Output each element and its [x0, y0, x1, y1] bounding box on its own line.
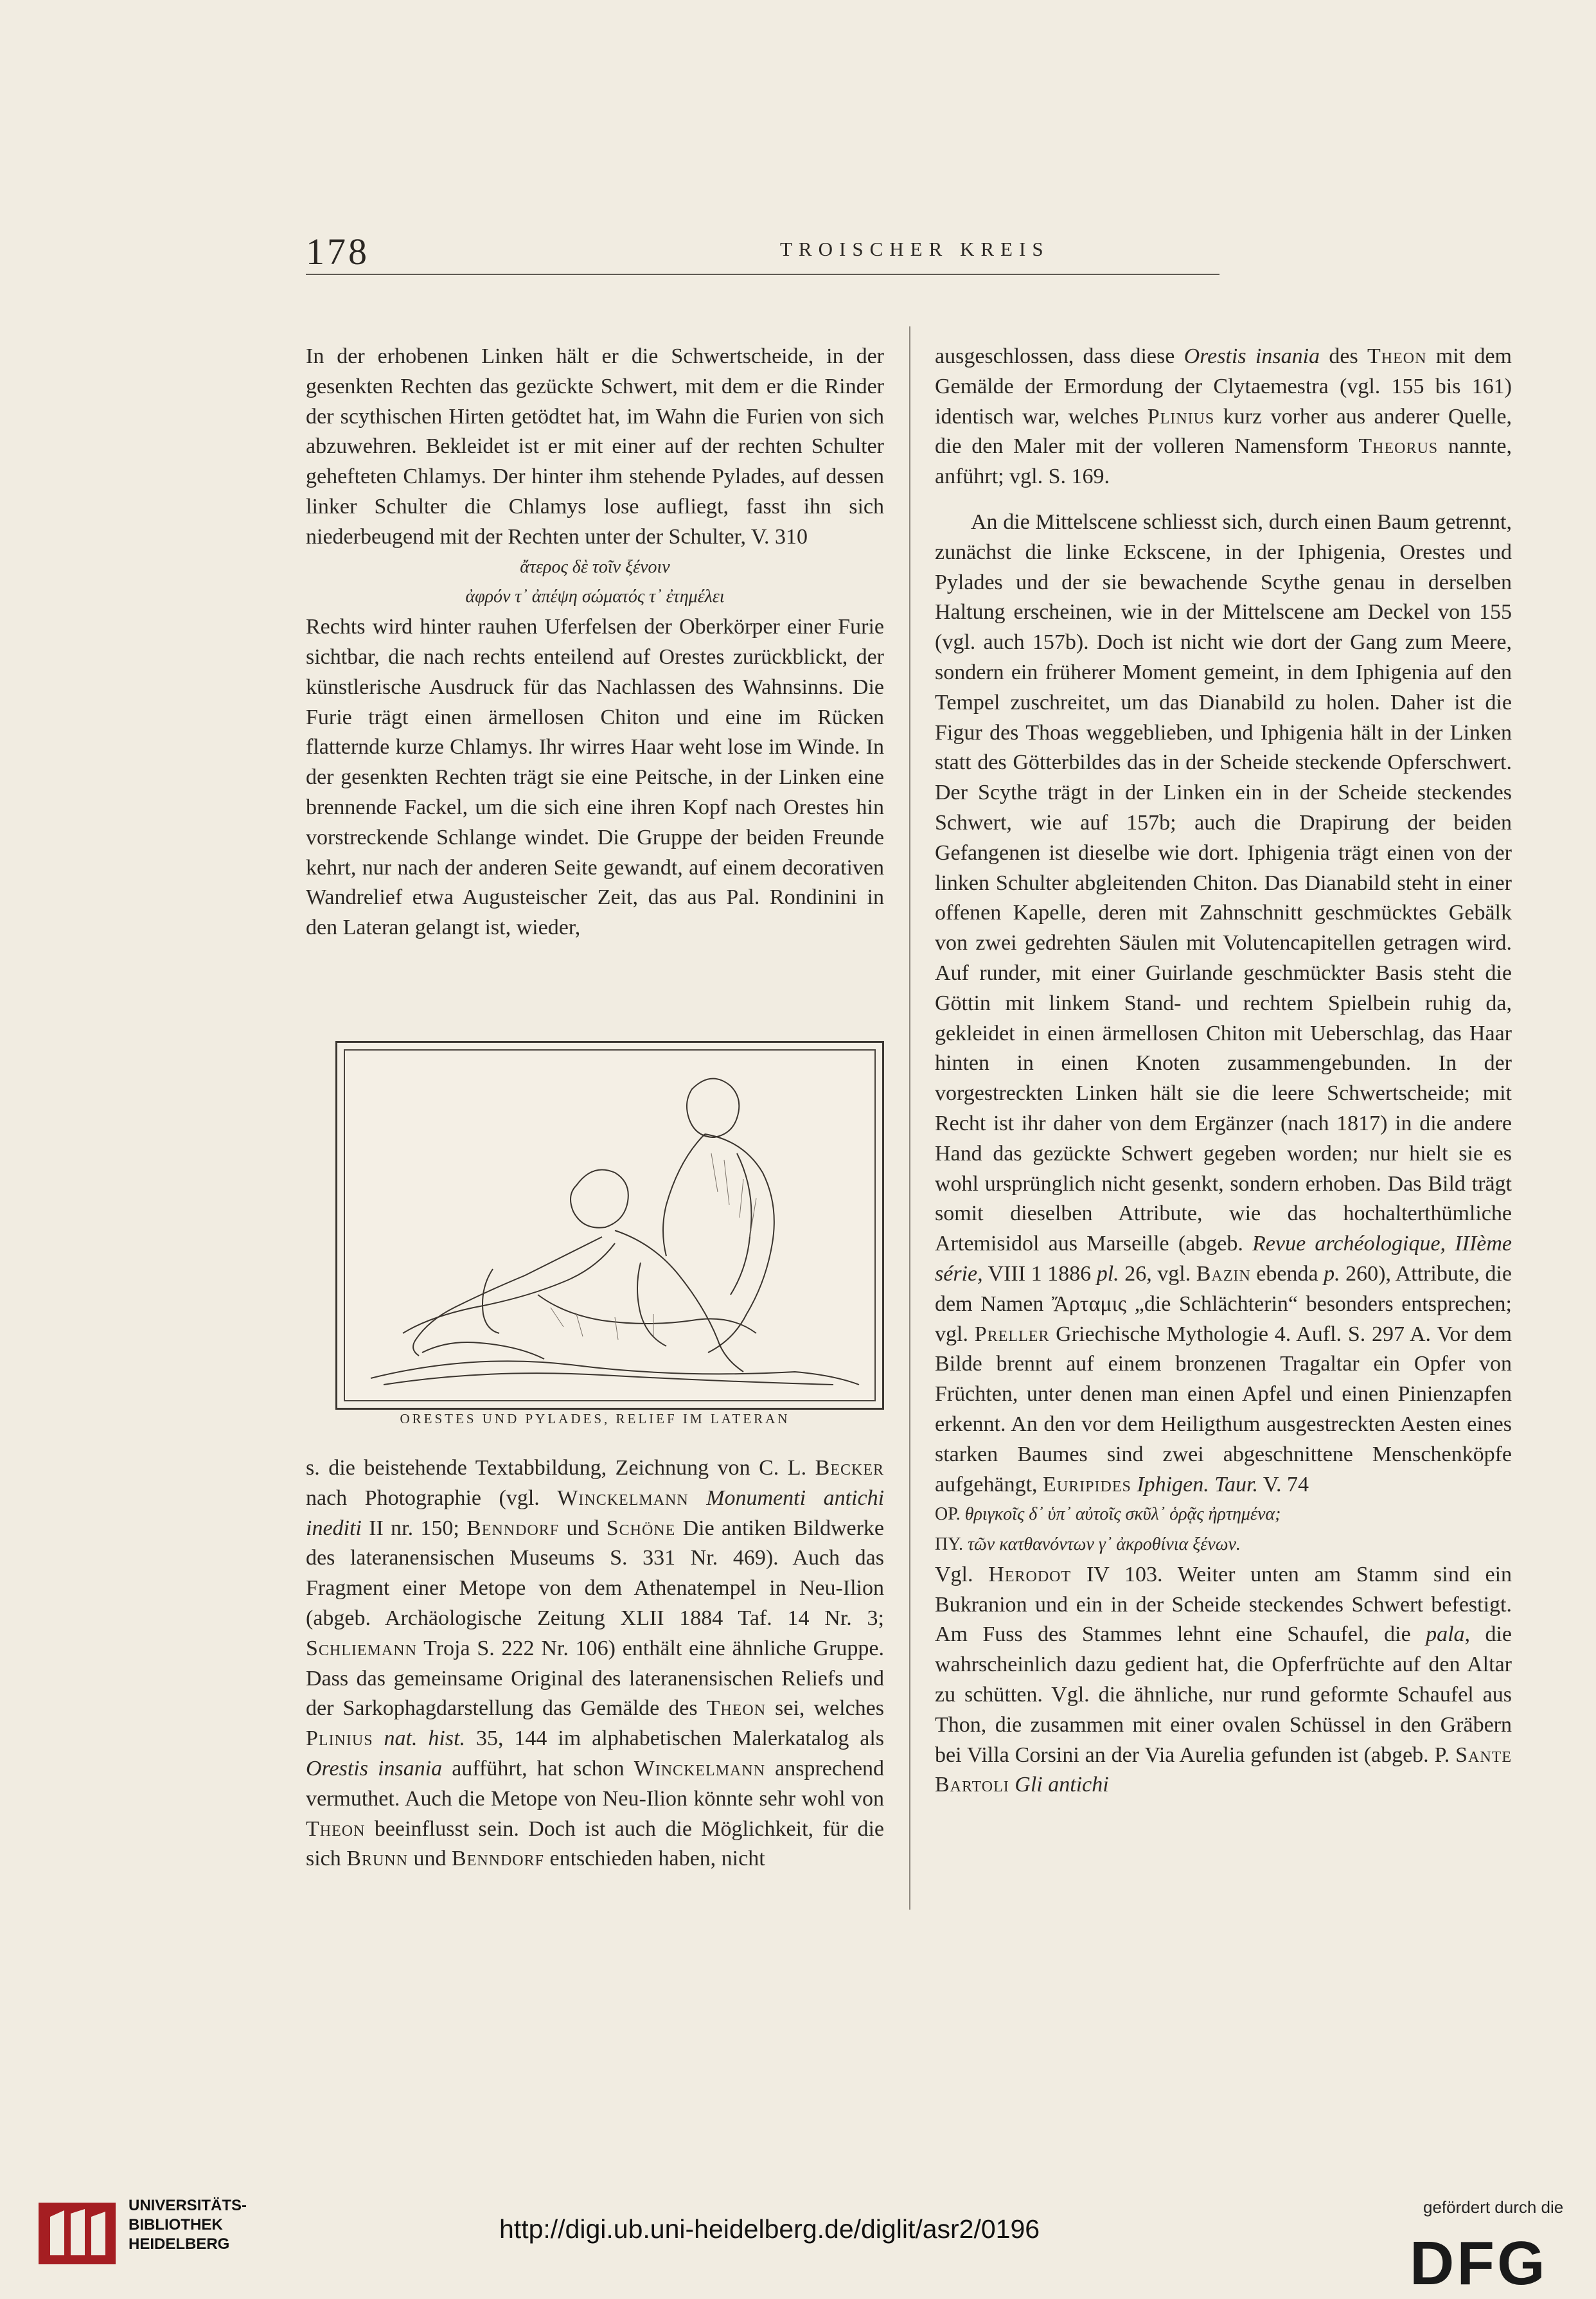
author-name: Herodot — [988, 1562, 1072, 1586]
greek-verse: θριγκοῖς δ᾽ ὑπ᾽ αὐτοῖς σκῦλ᾽ ὁρᾷς ἠρτημένα; — [964, 1504, 1281, 1525]
paragraph — [935, 342, 1512, 492]
author-name: Theorus — [1358, 434, 1439, 459]
text: IV 103. Weiter unten am Stamm sind ein Bukranion und ein in der Scheide steckendes Schwert befestigt. Am Fuss des Stammes lehnt eine Schaufel, die — [935, 1562, 1512, 1647]
text: nach Photographie (vgl. — [306, 1486, 540, 1510]
text: p. — [1324, 1261, 1340, 1286]
author-name: Theon — [706, 1696, 767, 1721]
page-number: 178 — [306, 231, 369, 272]
work-title: Orestis insania — [306, 1756, 443, 1780]
text: 260), Attribute, die dem Namen Ἄρταμις „die Schlächterin“ besonders entsprechen; vgl. — [935, 1261, 1512, 1346]
text: entschieden haben, nicht — [549, 1847, 765, 1871]
figure-frame — [344, 1049, 876, 1401]
text: sei, welches — [775, 1696, 885, 1721]
text: des — [1329, 344, 1358, 368]
running-head: TROISCHER KREIS — [780, 238, 1050, 260]
author-name: Winckelmann — [557, 1486, 689, 1510]
text: ausgeschlossen, dass diese — [935, 344, 1175, 368]
library-line: HEIDELBERG — [129, 2235, 230, 2253]
verse-line — [935, 1530, 1512, 1560]
work-title: Monumenti antichi inediti — [306, 1486, 885, 1540]
text: ebenda — [1256, 1261, 1318, 1286]
verse-line — [935, 1500, 1512, 1530]
text: kurz vorher aus anderer Quelle, die den Maler mit der volleren Namensform — [935, 404, 1512, 459]
speaker-label: ΠΥ. — [935, 1534, 963, 1555]
author-name: Bazin — [1196, 1261, 1251, 1286]
paragraph: In der erhobenen Linken hält er die Schwertscheide, in der gesenkten Rechten das gezückte Schwert, mit dem er die Rinder der scythischen Hirten getödtet hat, im Wahn die Furien von sich abzuwehren. Bekleidet ist er mit einer auf der rechten Schulter gehefteten Chlamys. Der hinter ihm stehende Pylades, auf dessen linker Schulter die Chlamys lose aufliegt, fasst ihn sich niederbeugend mit der Rechten unter der Schulter, V. 310 — [306, 344, 884, 549]
text: Die antiken Bildwerke des lateranensischen Museums S. 331 Nr. 469). Auch das Fragment einer Metope von dem Athenatempel in Neu-Ilion (abgeb. Archäologische Zeitung XLII 1884 Taf. 14 Nr. 3; — [306, 1516, 885, 1630]
work-title: Orestis insania — [1184, 344, 1320, 368]
text: 35, 144 im alphabetischen Malerkatalog als — [475, 1726, 885, 1751]
text: ansprechend vermuthet. Auch die Metope von Neu-Ilion könnte sehr wohl von — [306, 1756, 885, 1811]
author-name: Theon — [1367, 344, 1427, 368]
funded-by-label: gefördert durch die — [1423, 2197, 1564, 2217]
author-name: Plinius — [1147, 404, 1215, 429]
greek-verse: τῶν κατθανόντων γ᾽ ἀκροθίνια ξένων. — [967, 1534, 1241, 1555]
relief-figure — [335, 1041, 884, 1410]
right-column-top — [935, 342, 1512, 492]
term: pala, — [1426, 1622, 1471, 1647]
greek-quote-line: ἄτερος δὲ τοῖν ξένοιν — [520, 556, 670, 577]
text: 26, vgl. — [1124, 1261, 1191, 1286]
text: und — [566, 1516, 599, 1540]
author-name: Plinius — [306, 1726, 373, 1751]
text: pl. — [1096, 1261, 1119, 1286]
library-line: BIBLIOTHEK — [129, 2216, 223, 2233]
author-name: Benndorf — [451, 1847, 544, 1871]
work-title: nat. hist. — [384, 1726, 466, 1751]
author-name: Schöne — [606, 1516, 676, 1540]
author-name: Theon — [306, 1816, 366, 1841]
text: und — [413, 1847, 447, 1871]
author-name: Benndorf — [466, 1516, 560, 1540]
author-name: Sante Bartoli — [935, 1743, 1512, 1797]
left-column-bottom — [306, 1453, 884, 1874]
author-name: Schliemann — [306, 1636, 417, 1660]
text: VIII 1 1886 — [988, 1261, 1092, 1286]
work-title: Revue archéologique, IIIème série, — [935, 1232, 1512, 1286]
work-title: Iphigen. Taur. — [1137, 1472, 1258, 1496]
author-name: Becker — [815, 1456, 884, 1480]
text: V. 74 — [1263, 1472, 1309, 1496]
header-rule — [306, 274, 1219, 275]
text: aufführt, hat schon — [452, 1756, 625, 1780]
author-name: Preller — [974, 1322, 1050, 1346]
text: die wahrscheinlich dazu gedient hat, die Opferfrüchte auf den Altar zu schütten. Vgl. die ähnliche, nur rund geformte Schaufel aus Thon, die zusammen mit einer ovalen Schüssel in den Gräbern bei Villa Corsini an der Via Aurelia gefunden ist (abgeb. P. — [935, 1622, 1512, 1767]
text: II nr. 150; — [369, 1516, 459, 1540]
author-name: Euripides — [1043, 1472, 1131, 1496]
dfg-logo: DFG — [1410, 2229, 1548, 2298]
text: An die Mittelscene schliesst sich, durch einen Baum getrennt, zunächst die linke Eckscene, in der Iphigenia, Orestes und Pylades und der sie bewachende Scythe genau in derselben Haltung erscheinen, wie in der Mittelscene am Deckel von 155 (vgl. auch 157b). Doch ist nicht wie dort der Gang zum Meere, sondern ein früherer Moment gemeint, in dem Iphigenia auf den Tempel zuschreitet, um das Dianabild zu holen. Daher ist die Figur des Thoas weggeblieben, und Iphigenia hält in der Linken statt des Götterbildes das in der Scheide steckende Opferschwert. Der Scythe trägt in der Linken ein in der Scheide steckendes Schwert, wie auf 157b; auch die Drapirung der beiden Gefangenen ist dieselbe wie dort. Iphigenia trägt einen von der linken Schulter abgleitenden Chiton. Das Dianabild steht in einer offenen Kapelle, deren mit Zahnschnitt geschmücktes Gebälk von zwei gedrehten Säulen mit Volutencapitellen getragen wird. Auf runder, mit einer Guirlande geschmückter Basis steht die Göttin mit linkem Stand- und rechtem Spielbein ruhig da, gekleidet in einen ärmellosen Chiton mit Ueberschlag, das Haar hinten in einen Knoten zusammengebunden. In der vorgestreckten Linken hält sie die leere Schwertscheide; mit Recht ist ihr daher von dem Ergänzer (nach 1817) in die andere Hand das gezückte Schwert gegeben worden; nur hielt sie es wohl ursprünglich nicht gesenkt, sondern erhoben. Das Bild trägt somit dieselben Attribute, wie das hochalterthümliche Artemisidol aus Marseille (abgeb. — [935, 510, 1512, 1256]
paragraph — [306, 1453, 884, 1874]
library-line: UNIVERSITÄTS- — [129, 2197, 247, 2214]
text: nannte, anführt; vgl. S. 169. — [935, 434, 1512, 489]
text: Troja S. 222 Nr. 106) enthält eine ähnliche Gruppe. Dass das gemeinsame Original des lateranensischen Reliefs und der Sarkophagdarstellung das Gemälde des — [306, 1636, 884, 1721]
text: s. die beistehende Textabbildung, Zeichnung von C. L. — [306, 1456, 807, 1480]
library-name — [129, 2196, 247, 2254]
speaker-label: ΟΡ. — [935, 1504, 961, 1525]
paragraph — [935, 508, 1512, 1500]
text: Griechische Mythologie 4. Aufl. S. 297 A. Vor dem Bilde brennt auf einem bronzenen Tragaltar ein Opfer von Früchten, unter denen man einen Apfel und einen Pinienzapfen erkennt. An den vor dem Heiligthum ausgestreckten Aesten eines starken Baumes sind zwei abgeschnittene Menschenköpfe aufgehängt, — [935, 1322, 1512, 1496]
text: beeinflusst sein. Doch ist auch die Möglichkeit, für die sich — [306, 1816, 884, 1871]
relief-illustration — [345, 1051, 874, 1400]
author-name: Brunn — [346, 1847, 408, 1871]
paragraph: Rechts wird hinter rauhen Uferfelsen der Oberkörper einer Furie sichtbar, die nach rechts enteilend auf Orestes zurückblickt, der künstlerische Ausdruck für das Nachlassen des Wahnsinns. Die Furie trägt einen ärmellosen Chiton und eine im Rücken flatternde kurze Chlamys. Ihr wirres Haar weht lose im Winde. In der gesenkten Rechten trägt sie eine Peitsche, in der Linken eine brennende Fackel, um die sich eine ihren Kopf nach Orestes hin vorstreckende Schlange windet. Die Gruppe der beiden Freunde kehrt, nur nach der anderen Seite gewandt, auf einem decorativen Wandrelief etwa Augusteischer Zeit, das aus Pal. Rondinini in den Lateran gelangt ist, wieder, — [306, 615, 884, 940]
right-column-main — [935, 508, 1512, 1800]
work-title: Gli antichi — [1015, 1773, 1109, 1797]
column-divider — [909, 326, 910, 1910]
author-name: Winckelmann — [634, 1756, 766, 1780]
paragraph — [935, 1560, 1512, 1800]
greek-quote-line: ἀφρόν τ᾽ ἀπέψη σώματός τ᾽ ἐτημέλει — [465, 587, 725, 607]
figure-caption: ORESTES UND PYLADES, RELIEF IM LATERAN — [400, 1411, 790, 1426]
text: mit dem Gemälde der Ermordung der Clytaemestra (vgl. 155 bis 161) identisch war, welches — [935, 344, 1512, 429]
text: Vgl. — [935, 1562, 973, 1586]
permalink-url[interactable]: http://digi.ub.uni-heidelberg.de/diglit/asr2/0196 — [499, 2214, 1040, 2244]
left-column-top — [306, 342, 884, 943]
